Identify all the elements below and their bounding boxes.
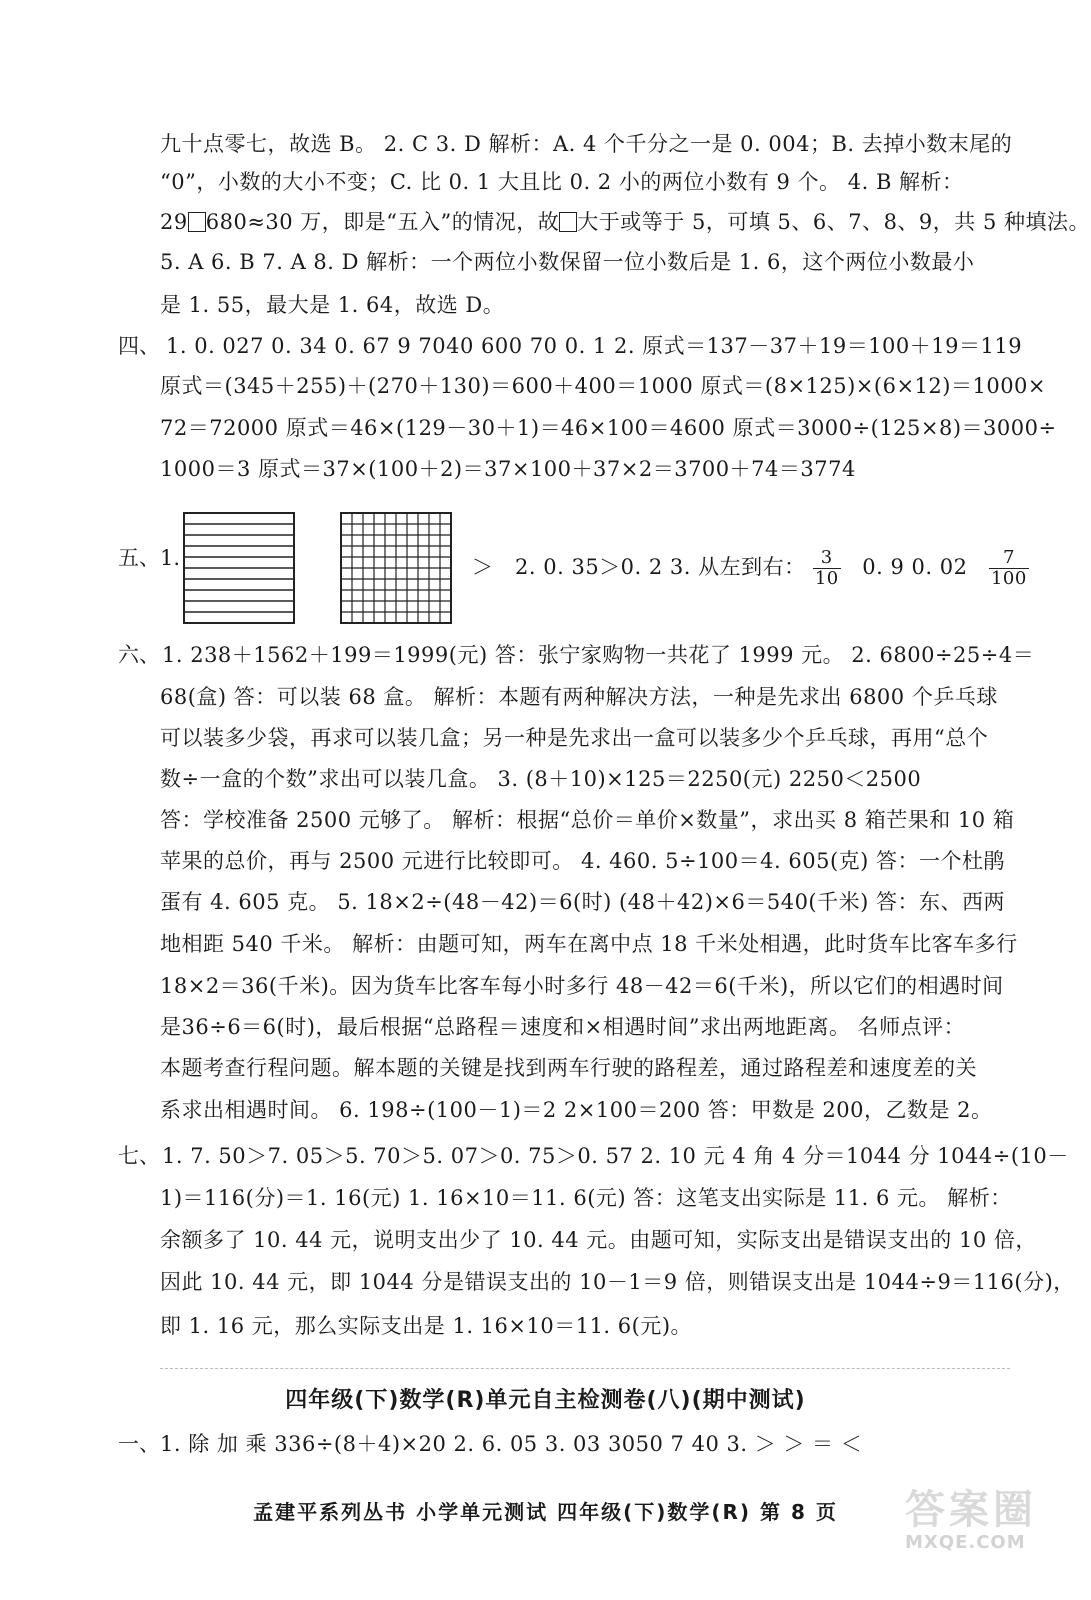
page-footer: 孟建平系列丛书 小学单元测试 四年级(下)数学(R) 第 8 页	[253, 1500, 838, 1524]
blank-box-icon	[559, 212, 577, 232]
text-line: 系求出相遇时间。 6. 198÷(100－1)＝2 2×100＝200 答：甲数是 200，乙数是 2。	[160, 1098, 993, 1122]
text-line: 余额多了 10. 44 元，说明支出少了 10. 44 元。由题可知，实际支出是错误支出的 10 倍，	[160, 1228, 1037, 1252]
text-line: 1)＝116(分)＝1. 16(元) 1. 16×10＝11. 6(元) 答：这笔支出实际是 11. 6 元。 解析：	[160, 1186, 1012, 1210]
text-line: 因此 10. 44 元，即 1044 分是错误支出的 10－1＝9 倍，则错误支出是 1044÷9＝116(分)，	[160, 1270, 1075, 1294]
watermark-logo: 答案圈 MXQE.COM	[905, 1487, 1037, 1553]
blank-box-icon	[188, 212, 206, 232]
text-line: 1. 除 加 乘 336÷(8＋4)×20 2. 6. 05 3. 03 3050 7 40 3. ＞ ＞ ＝ ＜	[160, 1432, 863, 1456]
text-line: 可以装多少袋，再求可以装几盒；另一种是先求出一盒可以装多少个乒乓球，再用“总个	[160, 726, 989, 750]
text-line: 即 1. 16 元，那么实际支出是 1. 16×10＝11. 6(元)。	[160, 1314, 693, 1338]
section-label-4: 四、	[118, 334, 160, 358]
section-title: 四年级(下)数学(R)单元自主检测卷(八)(期中测试)	[285, 1388, 806, 1413]
text-line: 是 1. 55，最大是 1. 64，故选 D。	[160, 293, 505, 317]
text-line: 蛋有 4. 605 克。 5. 18×2÷(48－42)＝6(时) (48＋42)×6＝540(千米) 答：东、西两	[160, 890, 1005, 914]
text-line: 1. 238＋1562＋199＝1999(元) 答：张宁家购物一共花了 1999 元。 2. 6800÷25÷4＝	[162, 643, 1035, 667]
text-line: 答：学校准备 2500 元够了。 解析：根据“总价＝单价×数量”，求出买 8 箱芒果和 10 箱	[160, 808, 1015, 832]
text-line: “0”，小数的大小不变；C. 比 0. 1 大且比 0. 2 小的两位小数有 9 个。 4. B 解析：	[160, 170, 964, 194]
text-line: 九十点零七，故选 B。 2. C 3. D 解析：A. 4 个千分之一是 0. 004；B. 去掉小数末尾的	[160, 132, 1013, 156]
text-line: 1. 0. 027 0. 34 0. 67 9 7040 600 70 0. 1 2. 原式＝137－37＋19＝100＋19＝119	[166, 334, 1023, 358]
stripes-grid-icon	[183, 512, 295, 624]
text-line: 18×2＝36(千米)。因为货车比客车每小时多行 48－42＝6(千米)，所以它们的相遇时间	[160, 974, 1004, 998]
text-line-with-boxes: 29 680≈30 万，即是“五入”的情况，故 大于或等于 5，可填 5、6、7、8、9，共 5 种填法。	[160, 210, 1091, 234]
text-line: 72＝72000 原式＝46×(129－30＋1)＝46×100＝4600 原式＝3000÷(125×8)＝3000÷	[160, 416, 1057, 440]
fraction: $\frac{3}{10}$	[814, 547, 839, 589]
text-line: 原式＝(345＋255)＋(270＋130)＝600＋400＝1000 原式＝(8×125)×(6×12)＝1000×	[160, 374, 1047, 398]
text-line: 68(盒) 答：可以装 68 盒。 解析：本题有两种解决方法，一种是先求出 6800 个乒乓球	[160, 685, 998, 709]
text-line: 1. 7. 50＞7. 05＞5. 70＞5. 07＞0. 75＞0. 57 2. 10 元 4 角 4 分＝1044 分 1044÷(10－	[162, 1144, 1069, 1168]
text-line: 苹果的总价，再与 2500 元进行比较即可。 4. 460. 5÷100＝4. 605(克) 答：一个杜鹃	[160, 849, 1006, 873]
text-line: 是36÷6＝6(时)，最后根据“总路程＝速度和×相遇时间”求出两地距离。 名师点评：	[160, 1015, 966, 1039]
text-line-fractions: ＞ 2. 0. 35＞0. 2 3. 从左到右： $\frac{3}{10}$ 0. 9 0. 02 $\frac{7}{100}$	[472, 547, 1027, 589]
text-line: 地相距 540 千米。 解析：由题可知，两车在离中点 18 千米处相遇，此时货车比客车多行	[160, 932, 1018, 956]
hundred-grid-icon	[340, 512, 452, 624]
section-label-7: 七、	[118, 1144, 160, 1168]
section-label-5: 五、1.	[118, 546, 181, 570]
text-line: 1000＝3 原式＝37×(100＋2)＝37×100＋37×2＝3700＋74＝3774	[160, 457, 856, 481]
fraction: $\frac{7}{100}$	[990, 547, 1027, 589]
section-divider	[160, 1368, 1010, 1369]
section-label-1: 一、	[118, 1432, 160, 1456]
section-label-6: 六、	[118, 643, 160, 667]
text-line: 5. A 6. B 7. A 8. D 解析：一个两位小数保留一位小数后是 1. 6，这个两位小数最小	[160, 250, 975, 274]
text-line: 本题考查行程问题。解本题的关键是找到两车行驶的路程差，通过路程差和速度差的关	[160, 1056, 977, 1080]
text-line: 数÷一盒的个数”求出可以装几盒。 3. (8＋10)×125＝2250(元) 2250＜2500	[160, 767, 922, 791]
